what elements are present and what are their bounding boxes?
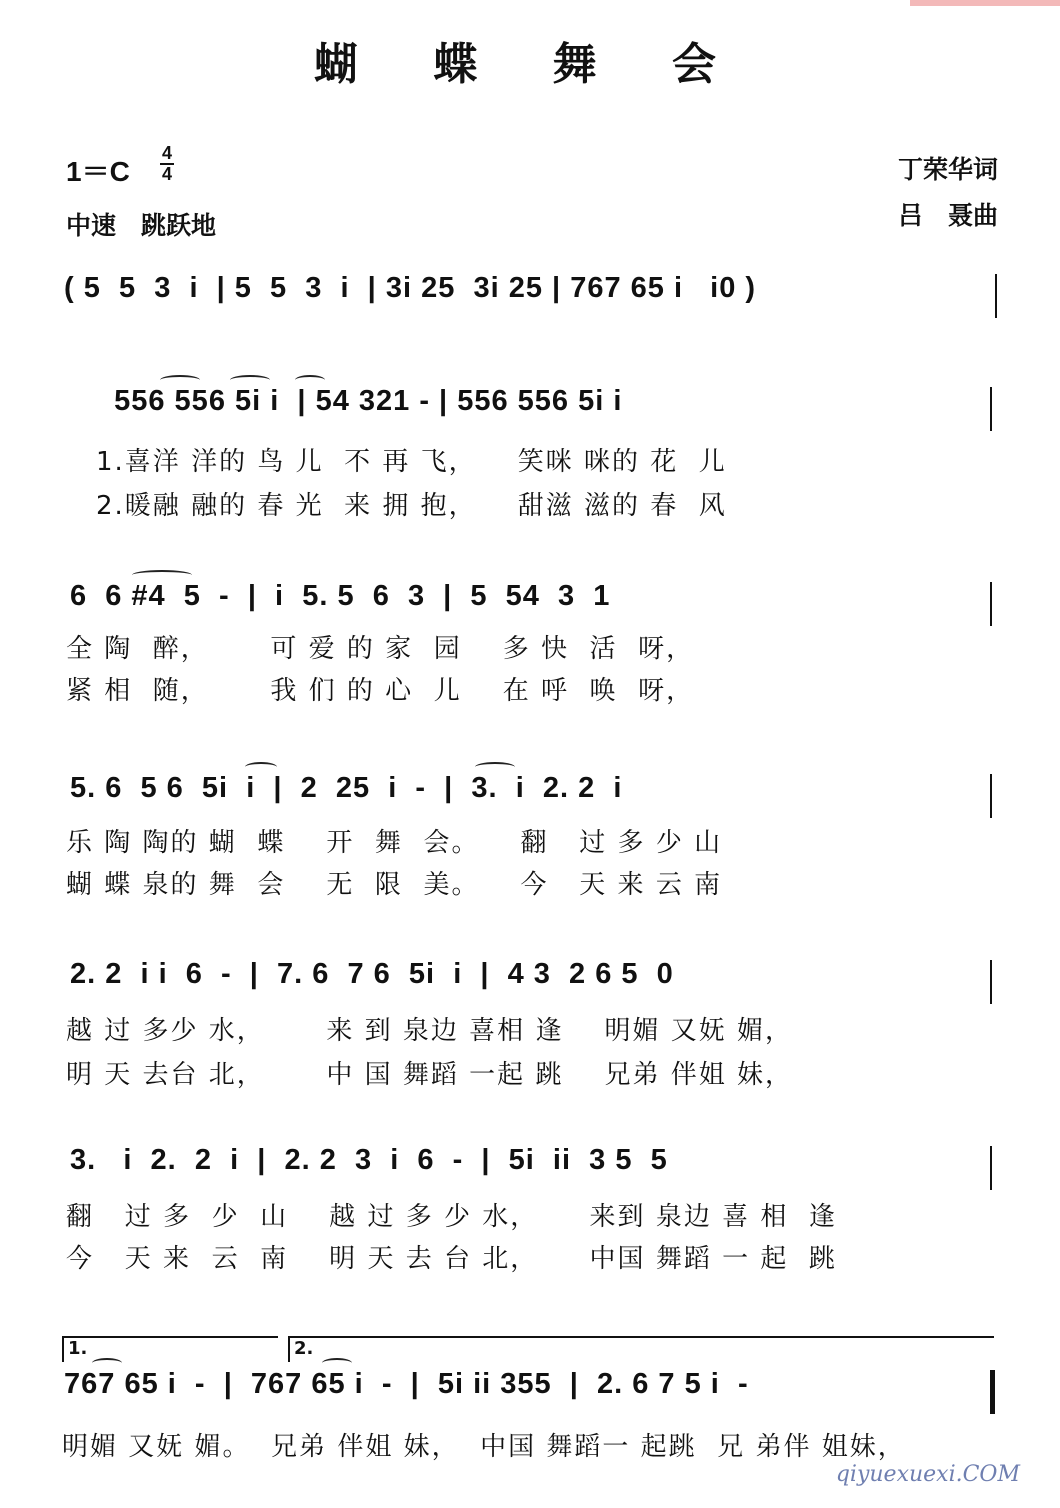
bar-line — [990, 960, 992, 1004]
meter-top: 4 — [161, 143, 172, 163]
lyric-verse-2: 今 天 来 云 南 明 天 去 台 北， 中国 舞蹈 一 起 跳 — [66, 1244, 837, 1274]
slur — [160, 375, 200, 385]
lyric-verse-2: 2.暖融 融的 春 光 来 拥 抱， 甜滋 滋的 春 风 — [96, 491, 727, 521]
corner-mark — [910, 0, 1060, 6]
notes-line: 3. i 2. 2 i | 2. 2 3 i 6 - | 5i ii 3 5 5 — [70, 1144, 668, 1176]
meter-bottom: 4 — [161, 164, 172, 184]
slur — [230, 375, 270, 385]
volta-bracket-second-ending: 2. — [288, 1336, 994, 1362]
composer-credit: 吕 聂曲 — [897, 201, 998, 230]
time-signature — [160, 145, 174, 183]
key-signature: 1＝C — [66, 156, 130, 187]
notes-line: ( 5 5 3 i | 5 5 3 i | 3i 25 3i 25 | 767 65 i i0 ) — [64, 272, 757, 304]
final-bar-line — [990, 1370, 995, 1414]
lyric-verse-2: 明 天 去台 北， 中 国 舞蹈 一起 跳 兄弟 伴姐 妹， — [66, 1060, 794, 1090]
notes-line: 6 6 #4 5 - | i 5. 5 6 3 | 5 54 3 1 — [70, 580, 611, 612]
tempo-marking: 中速 跳跃地 — [66, 211, 217, 240]
slur — [132, 570, 192, 580]
lyric-verse-2: 蝴 蝶 泉的 舞 会 无 限 美。 今 天 来 云 南 — [66, 870, 723, 900]
bar-line — [990, 1146, 992, 1190]
slur — [295, 375, 325, 385]
song-title: 蝴 蝶 舞 会 — [314, 39, 746, 90]
lyric-line: 明媚 又妩 媚。 兄弟 伴姐 妹， 中国 舞蹈一 起跳 兄 弟伴 姐妹， — [62, 1432, 906, 1462]
bar-line — [995, 274, 997, 318]
lyric-verse-1: 翻 过 多 少 山 越 过 多 少 水， 来到 泉边 喜 相 逢 — [66, 1202, 837, 1232]
notes-line: 556 556 5i i | 54 321 - | 556 556 5i i — [96, 385, 623, 417]
slur — [92, 1358, 122, 1368]
lyric-verse-1: 越 过 多少 水， 来 到 泉边 喜相 逢 明媚 又妩 媚， — [66, 1016, 794, 1046]
slur — [322, 1358, 352, 1368]
slur — [245, 762, 277, 772]
bar-line — [990, 582, 992, 626]
site-watermark: qiyuexuexi.COM — [835, 1462, 1020, 1487]
volta-bracket-first-ending: 1. — [62, 1336, 278, 1362]
bar-line — [990, 774, 992, 818]
slur — [475, 762, 515, 772]
lyricist-credit: 丁荣华词 — [897, 155, 998, 184]
lyric-verse-1: 乐 陶 陶的 蝴 蝶 开 舞 会。 翻 过 多 少 山 — [66, 828, 723, 858]
notes-line: 767 65 i - | 767 65 i - | 5i ii 355 | 2. 6 7 5 i - — [64, 1368, 749, 1400]
lyric-verse-1: 全 陶 醉， 可 爱 的 家 园 多 快 活 呀， — [66, 634, 695, 664]
notes-line: 5. 6 5 6 5i i | 2 25 i - | 3. i 2. 2 i — [70, 772, 623, 804]
lyric-verse-1: 1.喜洋 洋的 鸟 儿 不 再 飞， 笑咪 咪的 花 儿 — [96, 447, 727, 477]
bar-line — [990, 387, 992, 431]
lyric-verse-2: 紧 相 随， 我 们 的 心 儿 在 呼 唤 呀， — [66, 676, 695, 706]
notes-line: 2. 2 i i 6 - | 7. 6 7 6 5i i | 4 3 2 6 5 0 — [70, 958, 674, 990]
